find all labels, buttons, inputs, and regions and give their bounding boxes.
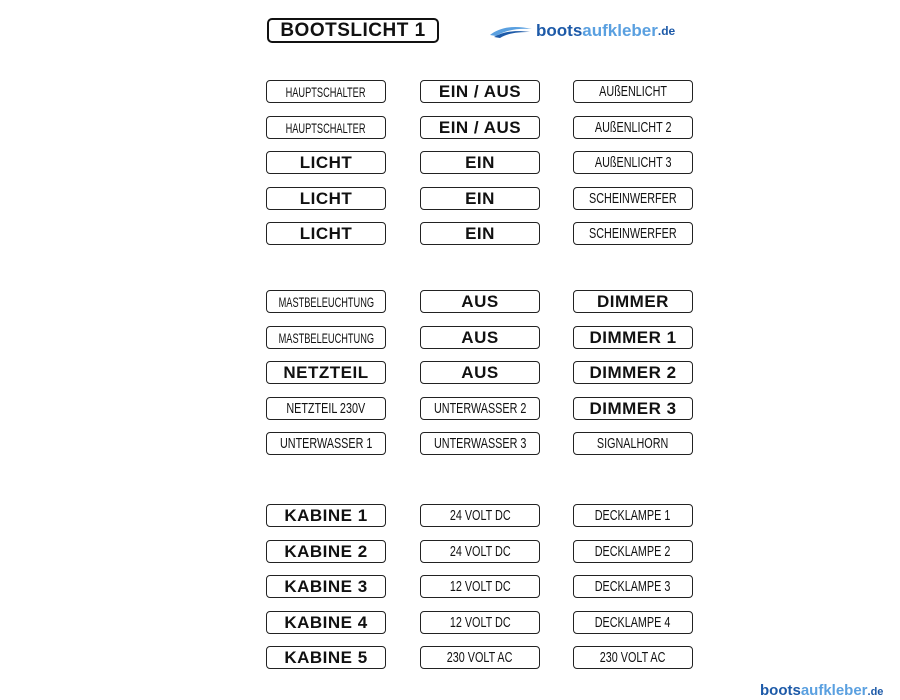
sticker-label bbox=[420, 611, 540, 634]
sticker-label bbox=[573, 116, 693, 139]
sticker-label-text: KABINE 2 bbox=[284, 541, 368, 561]
sticker-label-text: KABINE 4 bbox=[284, 612, 368, 632]
sticker-label bbox=[420, 575, 540, 598]
sticker-label-text: DECKLAMPE 4 bbox=[595, 614, 671, 631]
sticker-label bbox=[266, 432, 386, 455]
sticker-label bbox=[573, 540, 693, 563]
logo-part-3: .de bbox=[657, 24, 676, 38]
sticker-label-text: UNTERWASSER 1 bbox=[279, 435, 373, 452]
sticker-label-text: KABINE 3 bbox=[284, 576, 368, 596]
sticker-label bbox=[266, 80, 386, 103]
sticker-label bbox=[420, 397, 540, 420]
sticker-label-text: AUßENLICHT bbox=[599, 83, 667, 100]
sticker-label-text: LICHT bbox=[299, 223, 353, 243]
sticker-label bbox=[266, 116, 386, 139]
logo-part-2: aufkleber bbox=[582, 21, 658, 40]
sticker-label bbox=[266, 326, 386, 349]
sticker-label-text: SIGNALHORN bbox=[597, 435, 669, 452]
sticker-label bbox=[420, 116, 540, 139]
sticker-label-text: HAUPTSCHALTER bbox=[286, 119, 366, 136]
sticker-label-text: EIN bbox=[465, 223, 495, 243]
sticker-label-text: HAUPTSCHALTER bbox=[286, 83, 366, 100]
sticker-label-text: SCHEINWERFER bbox=[589, 225, 677, 242]
sticker-label-text: 24 VOLT DC bbox=[449, 543, 511, 560]
sticker-label-text: KABINE 5 bbox=[284, 647, 368, 667]
logo-part-1: boots bbox=[536, 21, 583, 40]
sticker-label bbox=[573, 504, 693, 527]
sticker-label bbox=[266, 151, 386, 174]
sticker-label bbox=[573, 611, 693, 634]
sticker-label bbox=[573, 222, 693, 245]
sticker-label-text: SCHEINWERFER bbox=[589, 190, 677, 207]
sticker-label-text: 12 VOLT DC bbox=[449, 614, 511, 631]
sticker-label-text: EIN bbox=[465, 152, 495, 172]
footer-logo-part-3: .de bbox=[867, 686, 884, 698]
sticker-label-text: AUS bbox=[461, 362, 499, 382]
sticker-label-text: UNTERWASSER 3 bbox=[433, 435, 527, 452]
sticker-label bbox=[573, 397, 693, 420]
sticker-label bbox=[420, 432, 540, 455]
sticker-label bbox=[573, 151, 693, 174]
footer-logo-part-1: boots bbox=[760, 682, 801, 699]
sticker-label-text: 12 VOLT DC bbox=[449, 578, 511, 595]
sticker-label-text: MASTBELEUCHTUNG bbox=[278, 293, 374, 310]
sticker-label-text: DECKLAMPE 2 bbox=[595, 543, 671, 560]
sticker-label bbox=[420, 326, 540, 349]
sticker-label bbox=[573, 432, 693, 455]
sticker-label bbox=[573, 326, 693, 349]
sticker-label bbox=[420, 290, 540, 313]
sticker-label-text: DIMMER 3 bbox=[589, 398, 677, 418]
sticker-label bbox=[266, 222, 386, 245]
sticker-label-text: AUßENLICHT 3 bbox=[594, 154, 672, 171]
sticker-label bbox=[420, 151, 540, 174]
sticker-label bbox=[573, 575, 693, 598]
sticker-label-text: AUS bbox=[461, 291, 499, 311]
sticker-label bbox=[266, 575, 386, 598]
sticker-label bbox=[266, 187, 386, 210]
wave-logo-icon bbox=[488, 23, 534, 39]
sticker-label-text: 24 VOLT DC bbox=[449, 507, 511, 524]
sticker-label bbox=[266, 540, 386, 563]
sticker-label-text: DIMMER 1 bbox=[589, 327, 677, 347]
sticker-label-text: DIMMER bbox=[597, 291, 669, 311]
footer-logo-part-2: aufkleber bbox=[800, 682, 868, 699]
sticker-label-text: NETZTEIL 230V bbox=[286, 400, 366, 417]
sticker-label-text: UNTERWASSER 2 bbox=[433, 400, 527, 417]
sticker-label-text: EIN / AUS bbox=[438, 81, 522, 101]
sticker-label bbox=[420, 361, 540, 384]
sticker-label bbox=[573, 187, 693, 210]
brand-logo bbox=[488, 20, 675, 42]
footer-logo bbox=[760, 682, 883, 699]
sticker-label-text: DECKLAMPE 3 bbox=[595, 578, 671, 595]
sticker-label-text: LICHT bbox=[299, 152, 353, 172]
sticker-label-text: KABINE 1 bbox=[284, 505, 368, 525]
sticker-label bbox=[420, 504, 540, 527]
sticker-label-text: NETZTEIL bbox=[283, 362, 369, 382]
sticker-label bbox=[266, 611, 386, 634]
sticker-label bbox=[266, 397, 386, 420]
sticker-label-text: MASTBELEUCHTUNG bbox=[278, 329, 374, 346]
sticker-label-text: EIN / AUS bbox=[438, 117, 522, 137]
sticker-label bbox=[420, 80, 540, 103]
sticker-label bbox=[573, 80, 693, 103]
sticker-label bbox=[420, 540, 540, 563]
sticker-label bbox=[573, 646, 693, 669]
sticker-label bbox=[266, 504, 386, 527]
sticker-label-text: 230 VOLT AC bbox=[447, 649, 513, 666]
sticker-label bbox=[420, 646, 540, 669]
sticker-label bbox=[573, 361, 693, 384]
sticker-label-text: DIMMER 2 bbox=[589, 362, 677, 382]
sticker-label bbox=[266, 646, 386, 669]
page-title: BOOTSLICHT 1 bbox=[267, 18, 439, 43]
sticker-label-text: AUS bbox=[461, 327, 499, 347]
sticker-label bbox=[573, 290, 693, 313]
sticker-label bbox=[420, 187, 540, 210]
sticker-label bbox=[266, 361, 386, 384]
sticker-label-text: EIN bbox=[465, 188, 495, 208]
sticker-label-text: DECKLAMPE 1 bbox=[595, 507, 671, 524]
sticker-label-text: 230 VOLT AC bbox=[600, 649, 666, 666]
sticker-label bbox=[420, 222, 540, 245]
sticker-label bbox=[266, 290, 386, 313]
sticker-label-text: LICHT bbox=[299, 188, 353, 208]
sticker-label-text: AUßENLICHT 2 bbox=[594, 119, 672, 136]
